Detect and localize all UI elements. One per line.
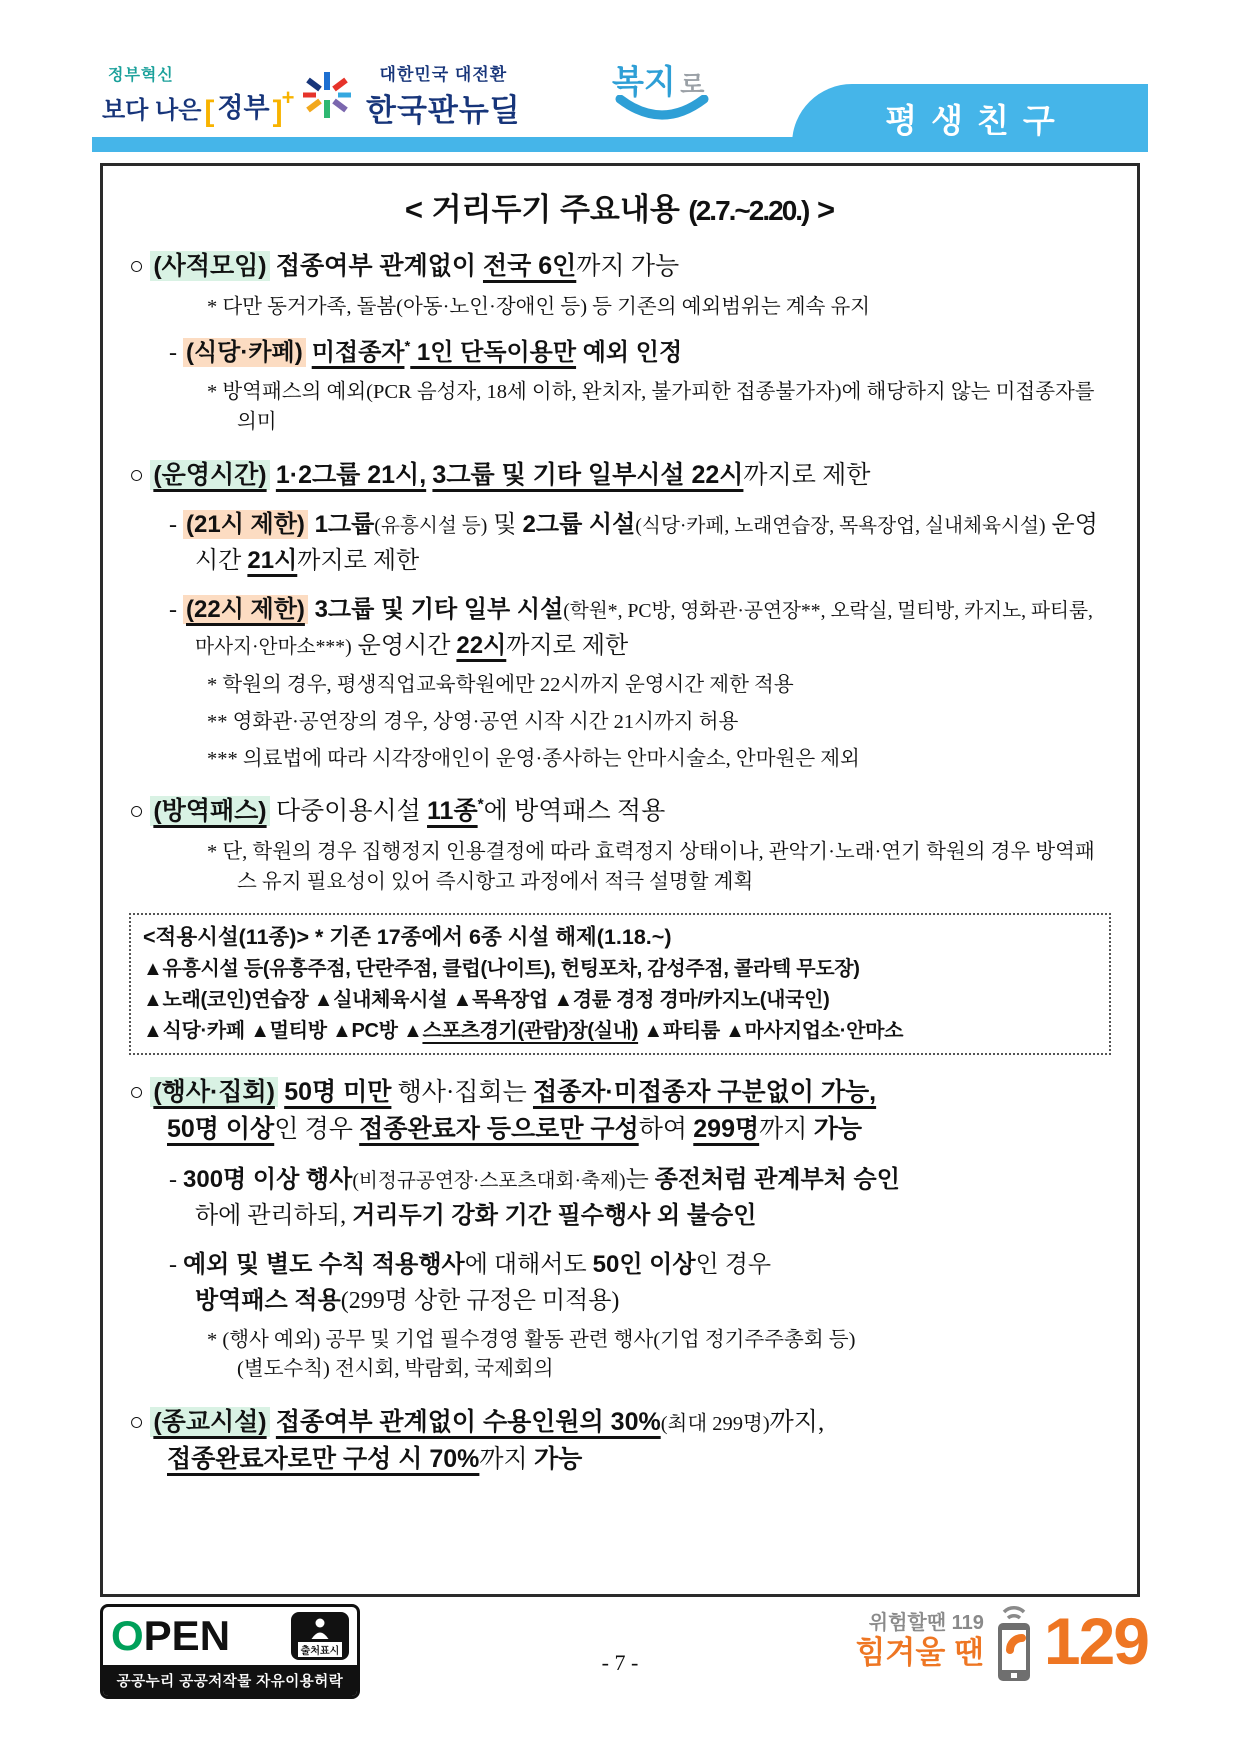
text-run: 300명 이상 행사 (183, 1165, 353, 1193)
content-line (169, 592, 1111, 664)
content-line (129, 248, 1111, 286)
text-run: - (169, 1166, 183, 1193)
text-run: ○ (129, 1408, 151, 1436)
text-run: 접종자·미접종자 구분없이 가능, (532, 1077, 877, 1106)
text-run: * (207, 381, 223, 404)
text-run: 운영시간 (351, 633, 457, 660)
text-run: 에 대해서도 (464, 1251, 593, 1278)
text-run: 22시 (456, 632, 507, 660)
text-run: (최대 299명) (660, 1412, 770, 1435)
text-run: *** (207, 747, 243, 770)
text-run: ▲파티룸 ▲마사지업소·안마소 (638, 1019, 904, 1042)
text-run: 예외 인정 (576, 339, 683, 367)
doc-body-top (129, 248, 1111, 897)
text-run: 단, 학원의 경우 집행정지 인용결정에 따라 효력정지 상태이나, 관악기·노래·연기 학원의 경우 방역패스 유지 필요성이 있어 즉시항고 과정에서 적극 설명할 계획 (222, 840, 1095, 893)
bracket-open-icon: [ (204, 95, 215, 128)
title-close-bracket: > (817, 192, 836, 227)
gov-logo-word: 정부 (217, 93, 270, 123)
text-run: 가능 (813, 1115, 863, 1143)
helpline-number: 129 (1043, 1603, 1148, 1678)
gov-logo-slogan: 정부혁신 (108, 67, 174, 84)
content-line (207, 293, 1111, 323)
document-title (129, 184, 1111, 229)
text-run: 전국 6인 (482, 252, 577, 280)
open-logo-bar: 공공누리 공공저작물 자유이용허락 (103, 1665, 357, 1696)
text-run: 까지로 제한 (743, 461, 871, 489)
text-run: (학원*, PC방, 영화관·공연장**, 오락실, 멀티방, 카지노, 파티룸, 마사지·안마소***) (195, 600, 1093, 659)
text-run: 거리두기 강화 기간 필수행사 외 불승인 (352, 1201, 757, 1229)
content-line (207, 745, 1111, 775)
text-run: 방역패스의 예외(PCR 음성자, 18세 이하, 완치자, 불가피한 접종불가자)에 해당하지 않는 미접종자를 의미 (222, 381, 1095, 433)
text-run: - (169, 597, 183, 624)
text-run: * (404, 339, 411, 356)
title-open-bracket: < (404, 192, 423, 227)
text-run: 행사·집회는 (391, 1078, 533, 1106)
text-run: 1그룹 (307, 511, 375, 539)
content-line (207, 378, 1111, 437)
content-line (169, 1162, 1111, 1234)
text-run: 인 경우 (274, 1116, 360, 1143)
text-run: * (207, 674, 223, 697)
title-main-text: 거리두기 주요내용 (431, 192, 680, 227)
gov-logo-text: 보다 나은 (102, 97, 202, 124)
text-run: 의료법에 따라 시각장애인이 운영·종사하는 안마시술소, 안마원은 제외 (242, 747, 860, 770)
plus-icon: + (281, 85, 295, 110)
text-run: 50명 미만 (284, 1077, 392, 1106)
content-line (143, 954, 1097, 985)
phone-icon (988, 1598, 1040, 1684)
government-logo (102, 62, 298, 128)
text-run: 까지, (769, 1408, 825, 1436)
content-line (143, 985, 1097, 1016)
text-run: * (477, 796, 484, 814)
page-number: - 7 - (601, 1650, 639, 1675)
content-line (169, 1247, 1111, 1319)
content-line (207, 1326, 1111, 1385)
newdeal-text (366, 60, 521, 130)
text-run: ○ (129, 798, 151, 826)
text-run: 접종완료자 등으로만 구성 (359, 1115, 639, 1143)
text-run: 50인 이상 (592, 1250, 696, 1278)
open-pen-text: PEN (143, 1612, 231, 1659)
text-run: - (169, 340, 183, 367)
text-run: 다중이용시설 (269, 798, 428, 826)
text-run: 스포츠경기(관람)장(실내) (422, 1019, 639, 1042)
doc-body-bottom (129, 1074, 1111, 1479)
content-line (129, 457, 1111, 495)
text-run: 영화관·공연장의 경우, 상영·공연 시작 시간 21시까지 허용 (232, 710, 739, 733)
text-run: 예외 및 별도 수칙 적용행사 (183, 1250, 465, 1278)
text-run: 접종여부 관계없이 (275, 252, 483, 280)
text-run: ** (207, 710, 233, 733)
text-run: 2그룹 시설 (522, 511, 636, 539)
gov-logo-title (102, 85, 298, 128)
text-run: (비정규공연장·스포츠대회·축제) (352, 1169, 626, 1192)
text-run: ○ (129, 461, 151, 489)
person-icon (307, 1616, 333, 1640)
text-run: 가능 (533, 1445, 583, 1474)
banner-label: 평생친구 (885, 101, 1069, 139)
text-run: 미접종자 (311, 339, 405, 367)
text-run: 하에 관리하되, (195, 1202, 353, 1229)
text-run: ○ (129, 1078, 151, 1106)
text-run: 까지 (759, 1116, 814, 1143)
text-run: (식당·카페) (183, 338, 306, 367)
text-run: (21시 제한) (183, 510, 308, 539)
content-line (129, 1074, 1111, 1149)
content-line (207, 708, 1111, 738)
helpline-text (855, 1612, 983, 1671)
text-run: (유흥시설 등) (374, 515, 488, 538)
text-run: 11종 (427, 797, 478, 826)
text-run: 종전처럼 관계부처 승인 (654, 1165, 900, 1193)
newdeal-bottom-text: 한국판뉴딜 (366, 93, 521, 128)
text-run: (행사 예외) 공무 및 기업 필수경영 활동 관련 행사(기업 정기주주총회 등) (222, 1328, 856, 1351)
text-run: * (207, 840, 223, 863)
text-run: ▲노래(코인)연습장 ▲실내체육시설 ▲목욕장업 ▲경륜 경정 경마/카지노(내국인) (143, 988, 830, 1011)
text-run: (사적모임) (150, 251, 269, 281)
content-line (169, 335, 1111, 371)
main-document-box (100, 163, 1140, 1597)
korean-new-deal-logo (298, 60, 521, 130)
text-run: 운영시간 (195, 512, 1098, 575)
text-run: <적용시설(11종)> (143, 925, 310, 950)
text-run: 접종여부 관계없이 수용인원의 30% (275, 1407, 661, 1436)
text-run: (299명 상한 규정은 미적용) (340, 1287, 620, 1314)
title-period-text: (2.7.~2.20.) (688, 195, 809, 226)
text-run: ▲유흥시설 등(유흥주점, 단란주점, 클럽(나이트), 헌팅포차, 감성주점, 콜라텍 무도장) (143, 957, 860, 980)
text-run: 및 (487, 512, 523, 539)
text-run: 299명 (693, 1115, 760, 1143)
content-line (143, 1016, 1097, 1047)
text-run: 방역패스 적용 (195, 1286, 341, 1314)
text-run: 까지 가능 (576, 253, 680, 280)
text-run: - (169, 1251, 183, 1278)
text-run: 3그룹 및 기타 일부 시설 (307, 596, 564, 624)
text-run: 3그룹 및 기타 일부시설 22시 (432, 460, 744, 489)
content-line (143, 921, 1097, 953)
text-run: (방역패스) (150, 796, 269, 826)
text-run: (식당·카페, 노래연습장, 목욕장업, 실내체육시설) (635, 515, 1046, 538)
bracket-close-icon: ] (272, 95, 283, 128)
text-run: ○ (129, 253, 151, 280)
content-line (129, 1404, 1111, 1479)
text-run: 학원의 경우, 평생직업교육학원에만 22시까지 운영시간 제한 적용 (222, 674, 794, 697)
text-run: (운영시간) (150, 460, 269, 490)
text-run: 접종완료자로만 구성 시 70% (167, 1445, 480, 1474)
text-run: 1·2그룹 21시, (275, 460, 427, 489)
text-run: 하여 (638, 1116, 694, 1143)
text-run: 는 (625, 1166, 655, 1193)
lifetime-friend-banner (792, 84, 1148, 152)
bokjiro-blue-text: 복지 (612, 63, 676, 100)
text-run: * (207, 1328, 223, 1351)
newdeal-star-icon (298, 66, 356, 124)
newdeal-top-text: 대한민국 대전환 (379, 65, 508, 84)
bokjiro-logo (612, 56, 742, 123)
text-run: * (207, 295, 223, 318)
content-line (169, 507, 1111, 579)
text-run: 다만 동거가족, 돌봄(아동·노인·장애인 등) 등 기존의 예외범위는 계속 유지 (222, 295, 871, 318)
open-o-icon: O (111, 1612, 144, 1659)
text-run: ▲식당·카페 ▲멀티방 ▲PC방 ▲ (143, 1019, 423, 1042)
content-line (207, 838, 1111, 897)
text-run: (행사·집회) (150, 1077, 278, 1107)
bokjiro-gray-text: 로 (680, 71, 705, 99)
text-run: 까지 (479, 1446, 534, 1474)
content-line (129, 793, 1111, 831)
text-run: 1인 단독이용만 (410, 339, 577, 367)
text-run: * 기존 17종에서 6종 시설 해제(1.18.~) (309, 925, 672, 950)
helpline-line1: 위험할땐 119 (868, 1611, 984, 1634)
text-run: 21시 (247, 547, 298, 575)
content-line (207, 671, 1111, 701)
text-run: - (169, 512, 183, 539)
helpline-logo (855, 1598, 1148, 1684)
text-run: 에 방역패스 적용 (483, 798, 666, 826)
badge-label: 출처표시 (298, 1642, 343, 1657)
text-run: (별도수칙) 전시회, 박람회, 국제회의 (237, 1358, 554, 1381)
text-run: (22시 제한) (183, 595, 308, 624)
text-run: 까지로 제한 (506, 633, 629, 660)
text-run: 까지로 제한 (297, 548, 420, 575)
text-run: 50명 이상 (167, 1115, 275, 1143)
text-run: 인 경우 (695, 1251, 772, 1278)
facility-notice-box (129, 913, 1111, 1054)
helpline-line2: 힘겨울 땐 (855, 1634, 984, 1670)
text-run: (종교시설) (150, 1407, 269, 1437)
